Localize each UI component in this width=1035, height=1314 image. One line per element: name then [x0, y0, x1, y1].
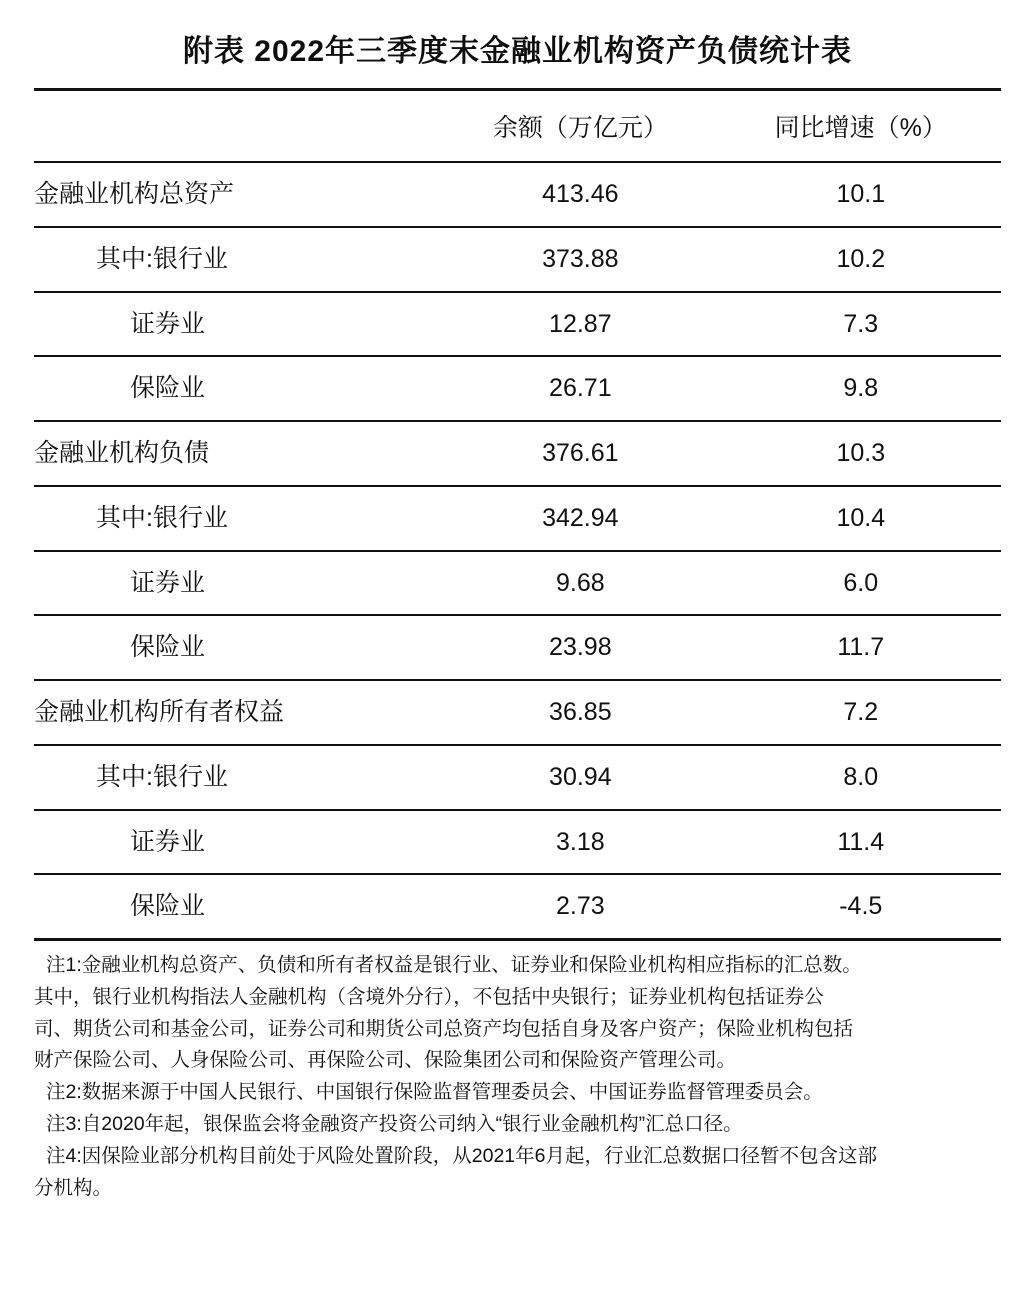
row-balance: 26.71 — [440, 356, 720, 421]
table-row — [34, 551, 1001, 616]
row-balance: 413.46 — [440, 162, 720, 227]
row-balance: 23.98 — [440, 615, 720, 680]
note-line: 注3:自2020年起，银保监会将金融资产投资公司纳入“银行业金融机构”汇总口径。 — [46, 1112, 743, 1135]
row-label: 保险业 — [34, 356, 440, 421]
row-balance: 373.88 — [440, 227, 720, 292]
column-header-growth: 同比增速（%） — [721, 90, 1001, 163]
row-balance: 2.73 — [440, 874, 720, 939]
table-body — [34, 162, 1001, 940]
row-balance: 3.18 — [440, 810, 720, 875]
table-notes — [34, 941, 1001, 1203]
row-label: 证券业 — [34, 292, 440, 357]
table-row — [34, 421, 1001, 486]
table-row — [34, 356, 1001, 421]
row-label: 金融业机构负债 — [34, 421, 440, 486]
financial-statistics-table — [34, 88, 1001, 941]
note-line: 分机构。 — [34, 1176, 113, 1199]
row-growth: 10.1 — [721, 162, 1001, 227]
note-line: 其中，银行业机构指法人金融机构（含境外分行），不包括中央银行；证券业机构包括证券公 — [34, 985, 824, 1008]
row-balance: 36.85 — [440, 680, 720, 745]
row-growth: 11.4 — [721, 810, 1001, 875]
row-balance: 30.94 — [440, 745, 720, 810]
row-growth: 7.2 — [721, 680, 1001, 745]
table-header-row — [34, 90, 1001, 163]
row-label: 其中:银行业 — [34, 745, 440, 810]
column-header-item — [34, 90, 440, 163]
row-balance: 342.94 — [440, 486, 720, 551]
row-growth: 6.0 — [721, 551, 1001, 616]
note-line: 注1:金融业机构总资产、负债和所有者权益是银行业、证券业和保险业机构相应指标的汇总数。 — [46, 954, 862, 976]
row-balance: 12.87 — [440, 292, 720, 357]
table-row — [34, 486, 1001, 551]
page-title: 附表 2022年三季度末金融业机构资产负债统计表 — [182, 35, 853, 68]
note-line: 财产保险公司、人身保险公司、再保险公司、保险集团公司和保险资产管理公司。 — [34, 1049, 737, 1072]
row-growth: 7.3 — [721, 292, 1001, 357]
table-row — [34, 292, 1001, 357]
note-line: 注4:因保险业部分机构目前处于风险处置阶段，从2021年6月起，行业汇总数据口径暂不包含这部 — [46, 1144, 877, 1167]
row-growth: 8.0 — [721, 745, 1001, 810]
row-label: 保险业 — [34, 615, 440, 680]
row-label: 保险业 — [34, 874, 440, 939]
table-row — [34, 680, 1001, 745]
row-growth: 11.7 — [721, 615, 1001, 680]
table-row — [34, 162, 1001, 227]
table-row — [34, 615, 1001, 680]
table-row — [34, 227, 1001, 292]
row-growth: -4.5 — [721, 874, 1001, 939]
row-label: 证券业 — [34, 551, 440, 616]
row-growth: 10.3 — [721, 421, 1001, 486]
row-balance: 9.68 — [440, 551, 720, 616]
row-growth: 10.4 — [721, 486, 1001, 551]
note-line: 司、期货公司和基金公司，证券公司和期货公司总资产均包括自身及客户资产；保险业机构包括 — [34, 1017, 854, 1040]
row-label: 金融业机构总资产 — [34, 162, 440, 227]
note-line: 注2:数据来源于中国人民银行、中国银行保险监督管理委员会、中国证券监督管理委员会。 — [46, 1081, 823, 1104]
row-growth: 9.8 — [721, 356, 1001, 421]
table-row — [34, 810, 1001, 875]
row-label: 证券业 — [34, 810, 440, 875]
table-row — [34, 745, 1001, 810]
row-label: 其中:银行业 — [34, 227, 440, 292]
row-growth: 10.2 — [721, 227, 1001, 292]
row-label: 金融业机构所有者权益 — [34, 680, 440, 745]
table-row — [34, 874, 1001, 939]
row-label: 其中:银行业 — [34, 486, 440, 551]
row-balance: 376.61 — [440, 421, 720, 486]
column-header-balance: 余额（万亿元） — [440, 90, 720, 163]
